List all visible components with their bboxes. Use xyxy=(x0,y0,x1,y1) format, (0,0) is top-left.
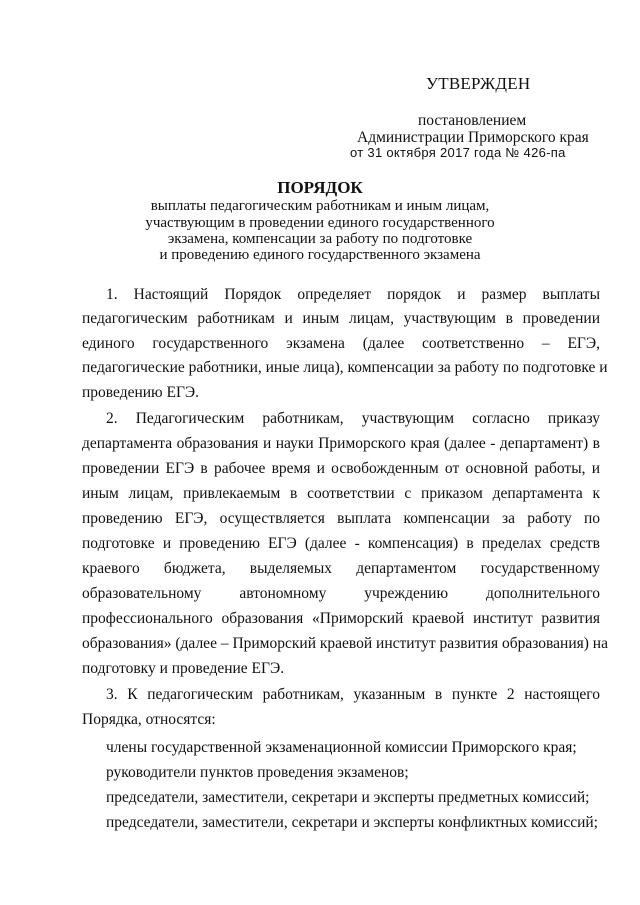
paragraph-2-line: подготовку и проведение ЕГЭ. xyxy=(82,660,285,677)
list-item-line: председатели, заместители, секретари и эксперты конфликтных комиссий; xyxy=(106,814,598,831)
list-item-line: руководители пунктов проведения экзаменов; xyxy=(106,764,409,781)
paragraph-3-line: 3. К педагогическим работникам, указанным в пункте 2 настоящего xyxy=(106,686,600,703)
paragraph-1-line: педагогические работники, иные лица), компенсации за работу по подготовке и xyxy=(82,359,608,376)
approval-date-number-stamp: от 31 октября 2017 года № 426-па xyxy=(350,145,566,160)
approval-line-resolution: постановлением xyxy=(418,112,527,129)
paragraph-2-line: подготовке и проведению ЕГЭ (далее - компенсация) в пределах средств xyxy=(82,535,600,552)
paragraph-2-line: 2. Педагогическим работникам, участвующим согласно приказу xyxy=(106,410,600,427)
paragraph-2-line: краевого бюджета, выделяемых департаментом государственному xyxy=(82,560,600,577)
paragraph-2-line: департамента образования и науки Приморского края (далее - департамент) в xyxy=(82,435,600,452)
document-subtitle-line: и проведению единого государственного экзамена xyxy=(159,247,481,263)
paragraph-2-line: проведению ЕГЭ, осуществляется выплата компенсации за работу по xyxy=(82,510,600,527)
paragraph-1-line: 1. Настоящий Порядок определяет порядок и размер выплаты xyxy=(106,286,600,303)
paragraph-1-line: единого государственного экзамена (далее соответственно – ЕГЭ, xyxy=(82,335,600,352)
list-item-line: председатели, заместители, секретари и эксперты предметных комиссий; xyxy=(106,789,590,806)
document-title: ПОРЯДОК xyxy=(277,178,363,197)
paragraph-1-line: проведению ЕГЭ. xyxy=(82,384,200,401)
list-item-line: члены государственной экзаменационной комиссии Приморского края; xyxy=(106,739,577,756)
approval-line-administration: Администрации Приморского края xyxy=(357,129,589,146)
document-subtitle-line: выплаты педагогическим работникам и иным лицам, xyxy=(150,198,490,214)
paragraph-3-line: Порядка, относятся: xyxy=(82,711,216,728)
paragraph-1-line: педагогическим работникам и иным лицам, участвующим в проведении xyxy=(82,310,600,327)
document-subtitle-line: экзамена, компенсации за работу по подготовке xyxy=(167,231,473,247)
document-subtitle-line: участвующим в проведении единого государственного xyxy=(145,215,495,231)
paragraph-2-line: образования» (далее – Приморский краевой институт развития образования) на xyxy=(82,635,608,652)
approval-title: УТВЕРЖДЕН xyxy=(426,74,531,93)
paragraph-2-line: иным лицам, привлекаемым в соответствии с приказом департамента к xyxy=(82,485,600,502)
paragraph-2-line: профессионального образования «Приморский краевой институт развития xyxy=(82,610,600,627)
paragraph-2-line: образовательному автономному учреждению дополнительного xyxy=(82,585,600,602)
paragraph-2-line: проведении ЕГЭ в рабочее время и освобожденным от основной работы, и xyxy=(82,460,600,477)
